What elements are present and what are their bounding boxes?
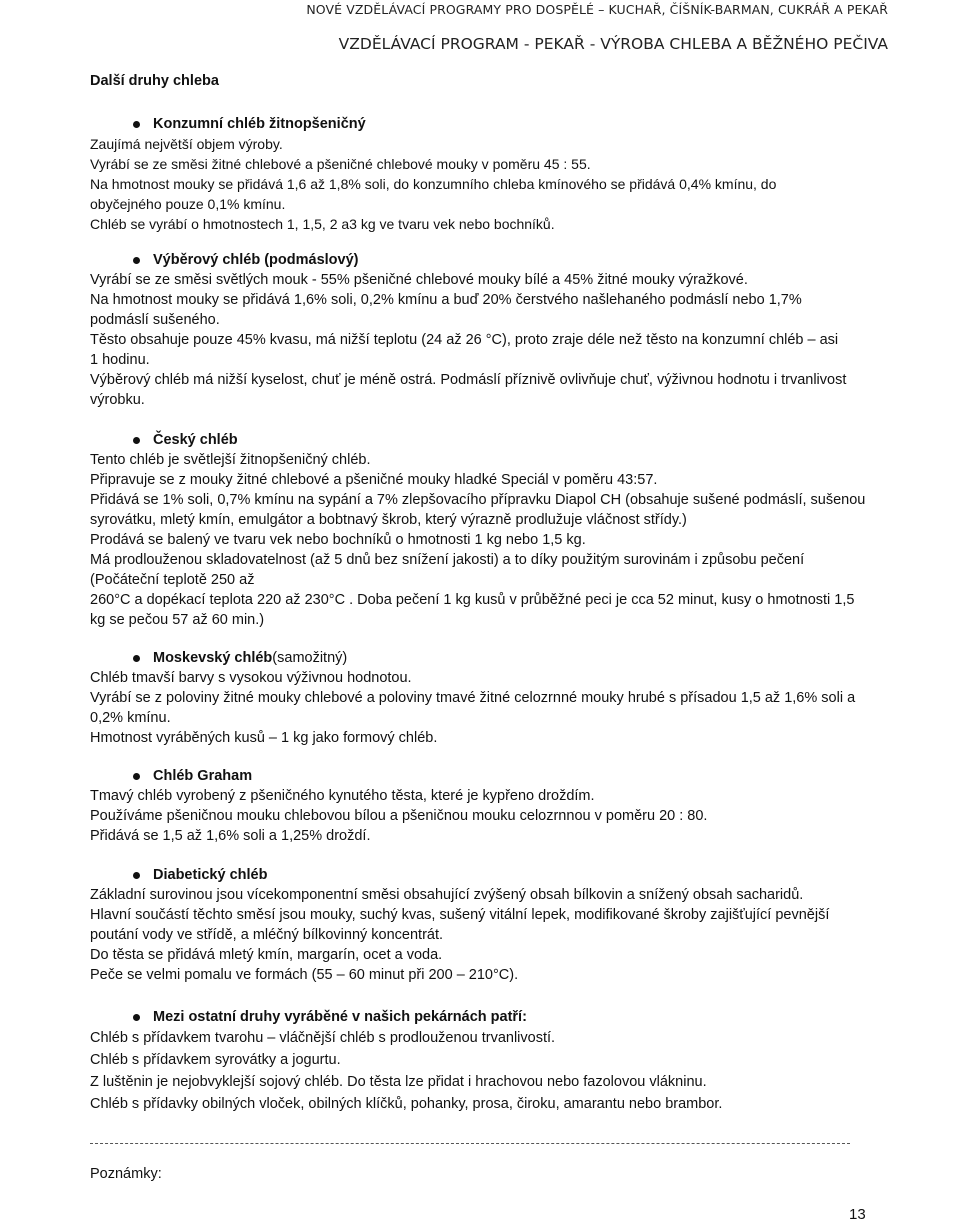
heading-text: Mezi ostatní druhy vyráběné v našich pekárnách patří: [153, 1009, 527, 1025]
section-konzumni-chleb [90, 114, 880, 234]
page-number: 13 [849, 1206, 866, 1223]
section-diabeticky-chleb [90, 865, 880, 985]
text-line: Používáme pšeničnou mouku chlebovou bílou a pšeničnou mouku celozrnnou v poměru 20 : 80. [90, 808, 708, 824]
text-line: Na hmotnost mouky se přidává 1,6% soli, 0,2% kmínu a buď 20% čerstvého našlehaného podmáslí nebo 1,7% [90, 292, 802, 308]
section-body [90, 450, 880, 630]
text-line: Prodává se balený ve tvaru vek nebo bochníků o hmotnosti 1 kg nebo 1,5 kg. [90, 532, 586, 548]
text-line: Vyrábí se z poloviny žitné mouky chlebové a poloviny tmavé žitné celozrnné mouky hrubé s přísadou 1,5 až 1,6% soli a [90, 690, 856, 706]
section-heading [90, 865, 880, 885]
bullet-icon [133, 773, 140, 780]
text-line: Přidává se 1,5 až 1,6% soli a 1,25% droždí. [90, 828, 371, 844]
text-line: syrovátku, mletý kmín, emulgátor a bobtnavý škrob, který výrazně prodlužuje vláčnost střídy.) [90, 512, 687, 528]
section-cesky-chleb [90, 430, 880, 630]
section-body [90, 270, 880, 410]
bullet-icon [133, 655, 140, 662]
text-line: obyčejného pouze 0,1% kmínu. [90, 196, 286, 212]
section-heading [90, 250, 880, 270]
section-body [90, 668, 880, 748]
section-heading [90, 766, 880, 786]
bullet-icon [133, 437, 140, 444]
bullet-icon [133, 121, 140, 128]
text-line: 1 hodinu. [90, 352, 150, 368]
section-vyberovy-chleb [90, 250, 880, 410]
text-line: Chléb tmavší barvy s vysokou výživnou hodnotou. [90, 670, 412, 686]
text-line: kg se pečou 57 až 60 min.) [90, 612, 265, 628]
section-heading [90, 430, 880, 450]
bullet-icon [133, 1014, 140, 1021]
heading-text: Diabetický chléb [153, 867, 268, 883]
text-line: 260°C a dopékací teplota 220 až 230°C . Doba pečení 1 kg kusů v průběžné peci je cca 52 minut, kusy o hmotnosti 1,5 [90, 592, 855, 608]
text-line: (Počáteční teplotě 250 až [90, 572, 255, 588]
heading-text: Konzumní chléb žitnopšeničný [153, 116, 366, 132]
text-line: Hmotnost vyráběných kusů – 1 kg jako formový chléb. [90, 730, 438, 746]
section-ostatni-druhy [90, 1007, 880, 1115]
section-chleb-graham [90, 766, 880, 846]
text-line: 0,2% kmínu. [90, 710, 171, 726]
text-line: Peče se velmi pomalu ve formách (55 – 60 minut při 200 – 210°C). [90, 967, 519, 983]
text-line: Zaujímá největší objem výroby. [90, 136, 283, 152]
section-heading [90, 1007, 880, 1027]
section-body [90, 885, 880, 985]
text-line: Těsto obsahuje pouze 45% kvasu, má nižší teplotu (24 až 26 °C), proto zraje déle než těsto na konzumní chléb – asi [90, 332, 839, 348]
text-line: Chléb s přídavky obilných vloček, obilných klíčků, pohanky, prosa, čiroku, amarantu nebo brambor. [90, 1096, 723, 1112]
text-line: Vyrábí se ze směsi světlých mouk - 55% pšeničné chlebové mouky bílé a 45% žitné mouky výražkové. [90, 272, 748, 288]
text-line: Tento chléb je světlejší žitnopšeničný chléb. [90, 452, 371, 468]
text-line: Výběrový chléb má nižší kyselost, chuť je méně ostrá. Podmáslí příznivě ovlivňuje chuť, výživnou hodnotu i trvanlivost [90, 372, 847, 388]
bullet-icon [133, 257, 140, 264]
text-line: Tmavý chléb vyrobený z pšeničného kynutého těsta, které je kypřeno droždím. [90, 788, 595, 804]
header-course-line: VZDĚLÁVACÍ PROGRAM - PEKAŘ - VÝROBA CHLEBA A BĚŽNÉHO PEČIVA [338, 35, 888, 53]
text-line: Chléb s přídavkem syrovátky a jogurtu. [90, 1052, 341, 1068]
section-moskevsky-chleb [90, 648, 880, 748]
text-line: Přidává se 1% soli, 0,7% kmínu na sypání a 7% zlepšovacího přípravku Diapol CH (obsahuje sušené podmáslí, sušenou [90, 492, 866, 508]
heading-rest: (samožitný) [272, 650, 348, 666]
notes-label: Poznámky: [90, 1166, 162, 1182]
section-heading [90, 648, 880, 668]
text-line: Chléb se vyrábí o hmotnostech 1, 1,5, 2 a3 kg ve tvaru vek nebo bochníků. [90, 216, 555, 232]
section-body [90, 134, 880, 234]
section-heading [90, 114, 880, 134]
notes-divider [90, 1143, 850, 1144]
heading-text: Moskevský chléb [153, 650, 273, 666]
text-line: Do těsta se přidává mletý kmín, margarín, ocet a voda. [90, 947, 443, 963]
text-line: výrobku. [90, 392, 145, 408]
text-line: Na hmotnost mouky se přidává 1,6 až 1,8% soli, do konzumního chleba kmínového se přidává 0,4% kmínu, do [90, 176, 777, 192]
text-line: Hlavní součástí těchto směsí jsou mouky, suchý kvas, sušený vitální lepek, modifikované škroby zajišťující pevnější [90, 907, 830, 923]
text-line: poutání vody ve střídě, a mléčný bílkovinný koncentrát. [90, 927, 444, 943]
heading-text: Výběrový chléb (podmáslový) [153, 252, 359, 268]
page-title: Další druhy chleba [90, 73, 219, 89]
text-line: Vyrábí se ze směsi žitné chlebové a pšeničné chlebové mouky v poměru 45 : 55. [90, 156, 591, 172]
text-line: Základní surovinou jsou vícekomponentní směsi obsahující zvýšený obsah bílkovin a snížený obsah sacharidů. [90, 887, 804, 903]
text-line: Chléb s přídavkem tvarohu – vláčnější chléb s prodlouženou trvanlivostí. [90, 1030, 556, 1046]
header-program-line: NOVÉ VZDĚLÁVACÍ PROGRAMY PRO DOSPĚLÉ – KUCHAŘ, ČÍŠNÍK-BARMAN, CUKRÁŘ A PEKAŘ [306, 2, 888, 17]
section-body [90, 1027, 880, 1115]
bullet-icon [133, 872, 140, 879]
text-line: Z luštěnin je nejobvyklejší sojový chléb. Do těsta lze přidat i hrachovou nebo fazolovou vlákninu. [90, 1074, 707, 1090]
text-line: Připravuje se z mouky žitné chlebové a pšeničné mouky hladké Speciál v poměru 43:57. [90, 472, 658, 488]
heading-text: Český chléb [153, 432, 238, 448]
text-line: Má prodlouženou skladovatelnost (až 5 dnů bez snížení jakosti) a to díky použitým surovinám i způsobu pečení [90, 552, 805, 568]
heading-text: Chléb Graham [153, 768, 253, 784]
text-line: podmáslí sušeného. [90, 312, 220, 328]
section-body [90, 786, 880, 846]
